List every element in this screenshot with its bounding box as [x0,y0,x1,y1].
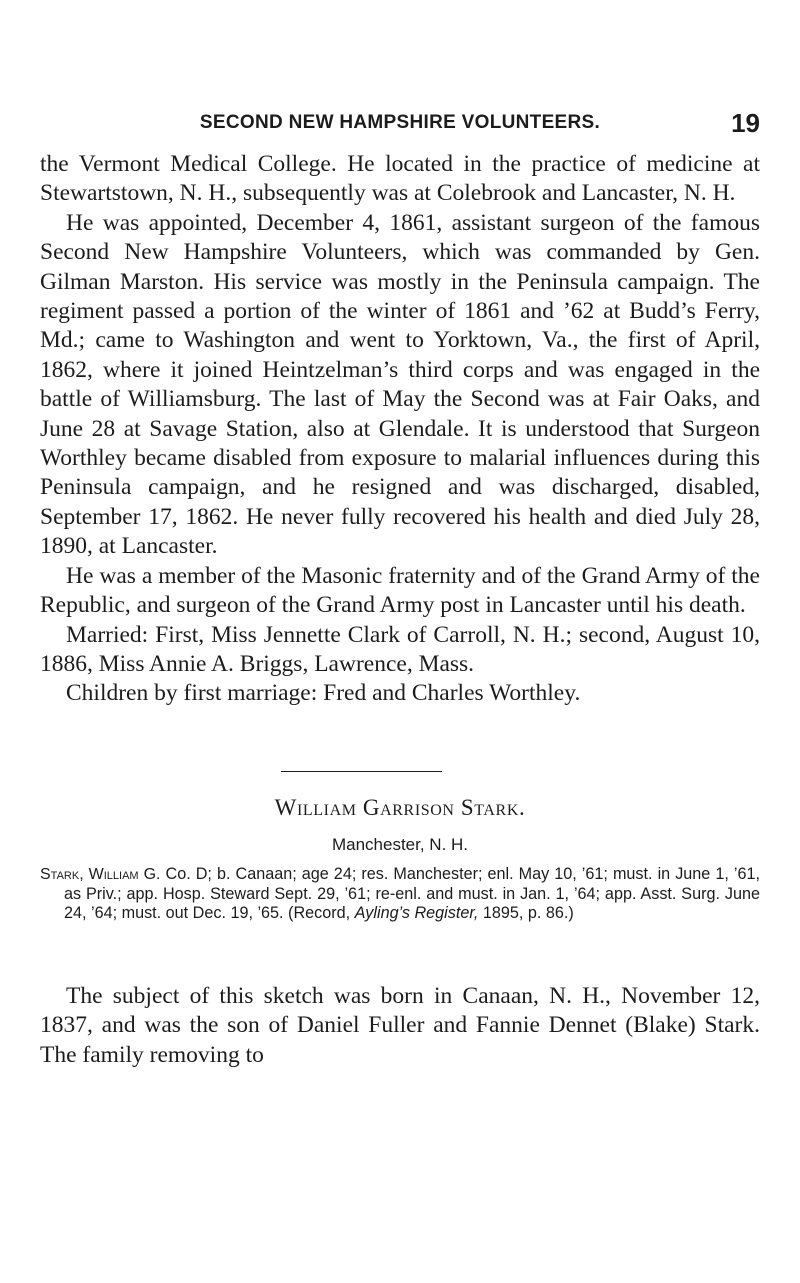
paragraph-children: Children by first marriage: Fred and Charles Worthley. [66,680,581,707]
biography-stark [40,982,760,1070]
paragraph-marriage: Married: First, Miss Jennette Clark of Carroll, N. H.; second, August 10, 1886, Miss Annie A. Briggs, Lawrence, Mass. [40,621,760,677]
biography-continued [40,150,760,709]
service-record [40,865,760,924]
running-head [40,108,760,138]
section-divider [281,771,442,772]
record-text: Co. D; b. Canaan; age 24; res. Manchester; enl. May 10, ’61; must. in June 1, ’61, as Priv.; app. Hosp. Steward Sept. 29, ’61; re-enl. and must. in Jan. 1, ’64; app. Asst. Surg. June 24, ’64; must. out Dec. 19, ’65. (Record, [64,865,760,922]
section-place: Manchester, N. H. [331,835,469,854]
record-name: Stark, William G. [40,866,161,883]
document-page [40,0,760,1283]
paragraph-membership: He was a member of the Masonic fraternity and of the Grand Army of the Republic, and surgeon of the Grand Army post in Lancaster until his death. [40,562,760,619]
paragraph-service: He was appointed, December 4, 1861, assistant surgeon of the famous Second New Hampshire Volunteers, which was commanded by Gen. Gilman Marston. His service was mostly in the Peninsula campaign. The regiment passed a portion of the winter of 1861 and ’62 at Budd’s Ferry, Md.; came to Washington and went to Yorktown, Va., the first of April, 1862, where it joined Heintzelman’s third corps and was engaged in the battle of Williamsburg. The last of May the Second was at Fair Oaks, and June 28 at Savage Station, also at Glendale. It is understood that Surgeon Worthley became disabled from exposure to malarial influences during this Peninsula campaign, and he resigned and was discharged, disabled, September 17, 1862. He never fully recovered his health and died July 28, 1890, at Lancaster. [40,209,760,560]
paragraph-birth: The subject of this sketch was born in Canaan, N. H., November 12, 1837, and was the son of Daniel Fuller and Fannie Dennet (Blake) Stark. The family removing to [40,983,760,1068]
record-tail: 1895, p. 86.) [478,904,574,922]
running-title: SECOND NEW HAMPSHIRE VOLUNTEERS. [199,112,601,133]
service-record-paragraph [40,865,760,924]
record-source: Ayling’s Register, [354,904,479,922]
section-heading-name: William Garrison Stark. [274,795,526,820]
paragraph-education: the Vermont Medical College. He located in the practice of medicine at Stewartstown, N. H., subsequently was at Colebrook and Lancaster, N. H. [40,151,760,207]
page-number: 19 [731,108,760,138]
